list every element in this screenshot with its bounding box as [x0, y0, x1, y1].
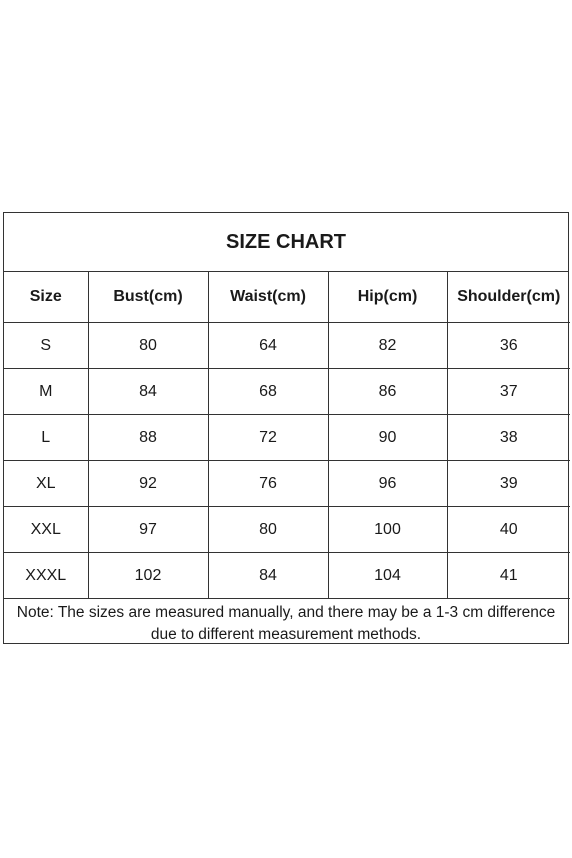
cell-size: M	[4, 369, 88, 415]
cell-waist: 68	[208, 369, 328, 415]
table-row	[4, 507, 570, 553]
cell-bust: 80	[88, 323, 208, 369]
header-shoulder: Shoulder(cm)	[447, 272, 570, 323]
cell-hip: 82	[328, 323, 447, 369]
header-size: Size	[4, 272, 88, 323]
header-bust: Bust(cm)	[88, 272, 208, 323]
cell-shoulder: 37	[447, 369, 570, 415]
cell-shoulder: 40	[447, 507, 570, 553]
cell-bust: 88	[88, 415, 208, 461]
cell-waist: 80	[208, 507, 328, 553]
cell-shoulder: 39	[447, 461, 570, 507]
size-chart	[3, 212, 569, 644]
cell-shoulder: 41	[447, 553, 570, 599]
header-hip: Hip(cm)	[328, 272, 447, 323]
cell-shoulder: 38	[447, 415, 570, 461]
cell-hip: 104	[328, 553, 447, 599]
table-row	[4, 461, 570, 507]
header-waist: Waist(cm)	[208, 272, 328, 323]
cell-bust: 92	[88, 461, 208, 507]
cell-hip: 86	[328, 369, 447, 415]
cell-size: S	[4, 323, 88, 369]
cell-size: XL	[4, 461, 88, 507]
cell-size: XXL	[4, 507, 88, 553]
cell-waist: 72	[208, 415, 328, 461]
measurement-note: Note: The sizes are measured manually, and there may be a 1-3 cm difference due to different measurement methods.	[16, 603, 556, 643]
cell-size: L	[4, 415, 88, 461]
size-table	[4, 272, 570, 599]
header-row	[4, 272, 570, 323]
cell-waist: 64	[208, 323, 328, 369]
cell-hip: 96	[328, 461, 447, 507]
cell-shoulder: 36	[447, 323, 570, 369]
cell-bust: 84	[88, 369, 208, 415]
cell-bust: 102	[88, 553, 208, 599]
chart-title: SIZE CHART	[4, 213, 568, 272]
table-row	[4, 369, 570, 415]
cell-bust: 97	[88, 507, 208, 553]
cell-size: XXXL	[4, 553, 88, 599]
cell-hip: 100	[328, 507, 447, 553]
table-row	[4, 415, 570, 461]
table-row	[4, 553, 570, 599]
cell-waist: 84	[208, 553, 328, 599]
cell-hip: 90	[328, 415, 447, 461]
cell-waist: 76	[208, 461, 328, 507]
table-row	[4, 323, 570, 369]
